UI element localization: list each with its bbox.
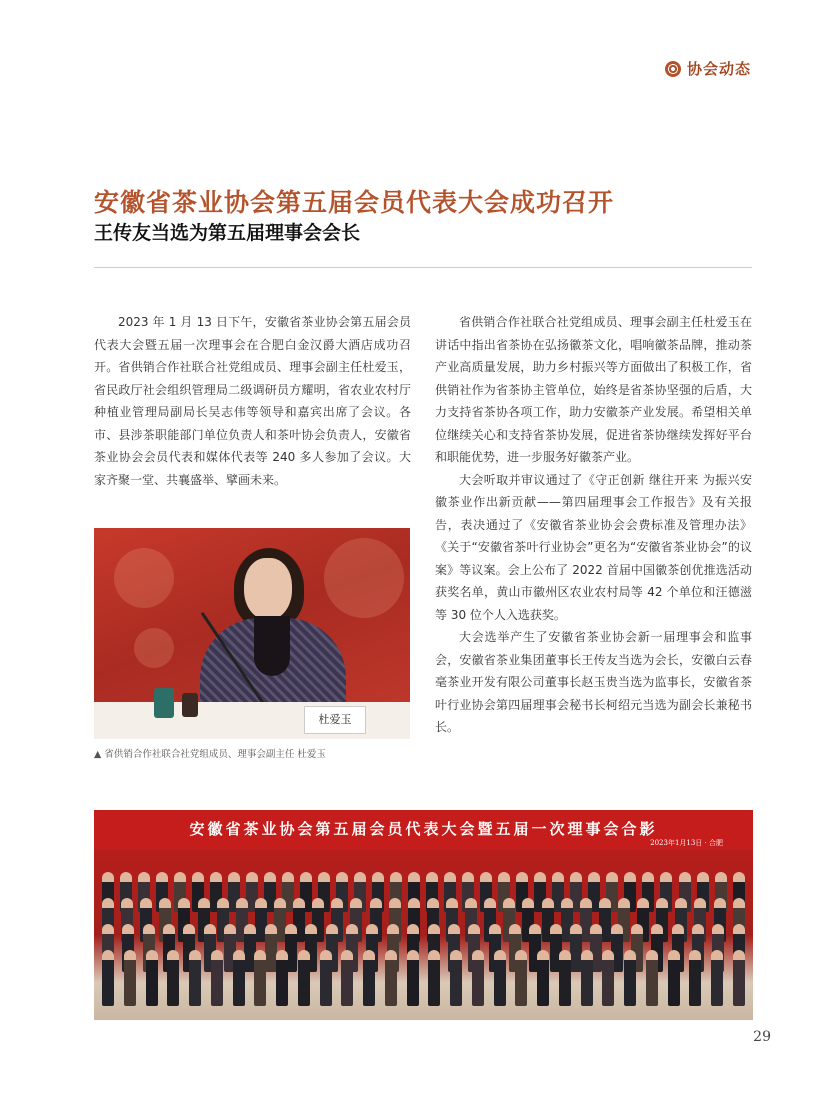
group-member-figure <box>167 950 179 1006</box>
group-member-figure <box>189 950 201 1006</box>
group-member-figure <box>668 950 680 1006</box>
group-member-figure <box>146 950 158 1006</box>
group-member-figure <box>515 950 527 1006</box>
group-member-figure <box>363 950 375 1006</box>
section-tag <box>665 58 751 79</box>
group-member-figure <box>254 950 266 1006</box>
page-number: 29 <box>753 1029 771 1045</box>
group-member-figure <box>711 950 723 1006</box>
group-member-figure <box>581 950 593 1006</box>
group-member-figure <box>407 950 419 1006</box>
group-member-figure <box>298 950 310 1006</box>
section-emblem-icon <box>665 61 681 77</box>
right-paragraph-1: 省供销合作社联合社党组成员、理事会副主任杜爱玉在讲话中指出省茶协在弘扬徽茶文化，唱响徽茶品牌，推动茶产业高质量发展，助力乡村振兴等方面做出了积极工作，省供销社作为省茶协主管单位，始终是省茶协坚强的后盾，大力支持省茶协各项工作，助力安徽茶产业发展。希望相关单位继续关心和支持省茶协发展，促进省茶协继续发挥好平台和职能优势，进一步服务好徽茶产业。 <box>435 315 752 464</box>
group-member-figure <box>276 950 288 1006</box>
banner-date: 2023年1月13日 · 合肥 <box>650 839 723 847</box>
group-member-figure <box>559 950 571 1006</box>
right-column <box>435 311 752 739</box>
group-member-figure <box>472 950 484 1006</box>
group-member-figure <box>124 950 136 1006</box>
speaker-photo <box>94 528 410 739</box>
group-photo <box>94 850 753 1020</box>
right-paragraph-2: 大会听取并审议通过了《守正创新 继往开来 为振兴安徽茶业作出新贡献——第四届理事会工作报告》及有关报告，表决通过了《安徽省茶业协会会费标准及管理办法》《关于“安徽省茶叶行业协会”更名为“安徽省茶业协会”的议案》等议案。会上公布了 2022 首届中国徽茶创优推选活动获奖名单，黄山市徽州区农业农村局等 42 个单位和汪德滋等 30 位个人入选获奖。 <box>435 472 752 622</box>
group-member-figure <box>341 950 353 1006</box>
group-member-figure <box>233 950 245 1006</box>
group-member-figure <box>733 950 745 1006</box>
article-subtitle: 王传友当选为第五届理事会会长 <box>94 222 361 244</box>
group-member-figure <box>450 950 462 1006</box>
group-member-figure <box>646 950 658 1006</box>
article-title: 安徽省茶业协会第五届会员代表大会成功召开 <box>94 188 615 217</box>
group-member-figure <box>494 950 506 1006</box>
title-divider <box>94 267 752 268</box>
group-member-figure <box>428 950 440 1006</box>
group-member-figure <box>385 950 397 1006</box>
right-paragraph-3: 大会选举产生了安徽省茶业协会新一届理事会和监事会，安徽省茶业集团董事长王传友当选为会长，安徽白云春毫茶业开发有限公司董事长赵玉贵当选为监事长，安徽省茶叶行业协会第四届理事会秘书长柯绍元当选为副会长兼秘书长。 <box>435 630 752 734</box>
group-member-figure <box>320 950 332 1006</box>
banner-title: 安徽省茶业协会第五届会员代表大会暨五届一次理事会合影 <box>189 820 658 838</box>
left-paragraph: 2023 年 1 月 13 日下午，安徽省茶业协会第五届会员代表大会暨五届一次理事会在合肥白金汉爵大酒店成功召开。省供销合作社联合社党组成员、理事会副主任杜爱玉，省民政厅社会组织管理局二级调研员方耀明，省农业农村厅种植业管理局副局长吴志伟等领导和嘉宾出席了会议。各市、县涉茶职能部门单位负责人和茶叶协会负责人，安徽省茶业协会会员代表和媒体代表等 240 多人参加了会议。大家齐聚一堂、共襄盛举、擘画未来。 <box>94 315 411 487</box>
group-member-figure <box>211 950 223 1006</box>
group-member-figure <box>624 950 636 1006</box>
section-label: 协会动态 <box>686 60 751 78</box>
group-member-figure <box>537 950 549 1006</box>
group-member-figure <box>602 950 614 1006</box>
left-column <box>94 311 411 491</box>
group-member-figure <box>102 950 114 1006</box>
photo-caption: ▲ 省供销合作社联合社党组成员、理事会副主任 杜爱玉 <box>94 749 326 760</box>
group-member-figure <box>689 950 701 1006</box>
nameplate: 杜爱玉 <box>304 706 366 734</box>
group-photo-banner <box>94 810 753 850</box>
